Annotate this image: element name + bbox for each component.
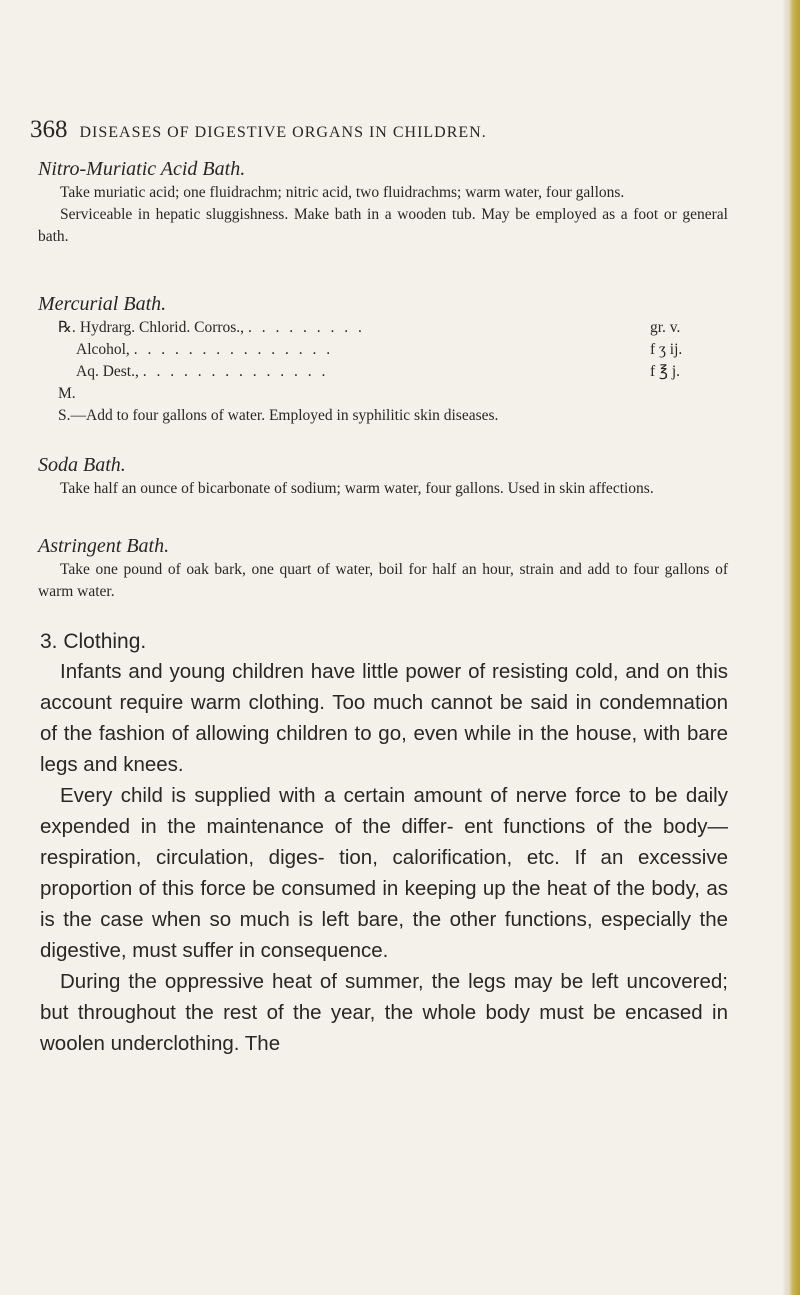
soda-bath-paragraph-1: Take half an ounce of bicarbonate of sodium; warm water, four gallons. Used in skin affections. [60,480,654,497]
drug-name: Alcohol, [76,341,134,358]
clothing-section [40,628,728,1059]
mercurial-bath-title: Mercurial Bath. [38,293,167,315]
soda-bath-title: Soda Bath. [38,454,126,476]
nitro-bath-title: Nitro-Muriatic Acid Bath. [38,158,246,180]
clothing-paragraph-2: Every child is supplied with a certain amount of nerve force to be daily expended in the maintenance of the differ- ent functions of the body—respiration, circulation, diges- tion, calorification, etc. If an excessive proportion of this force be consumed in keeping up the heat of the body, as is the case when so much is left bare, the other functions, especially the digestive, must suffer in consequence. [40,784,728,962]
dose: f ʒ ij. [650,341,683,358]
soda-bath-section [38,452,728,500]
nitro-bath-paragraph-1: Take muriatic acid; one fluidrachm; nitric acid, two fluidrachms; warm water, four gallons. [60,184,625,201]
drug-name: Aq. Dest., [76,363,143,380]
page-header [30,116,770,144]
nitro-bath-paragraph-2: Serviceable in hepatic sluggishness. Make bath in a wooden tub. May be employed as a foot or general bath. [38,206,728,245]
leader-dots: . . . . . . . . . . . . . . [142,363,329,380]
page-number: 368 [30,116,68,143]
dose: f ℥ j. [650,363,681,380]
page-edge [788,0,800,1295]
prescription-line [76,339,728,361]
leader-dots: . . . . . . . . . [247,319,365,336]
clothing-heading: 3. Clothing. [40,630,147,653]
dose: gr. v. [650,319,681,336]
rx-symbol: ℞. [58,319,76,336]
prescription-line [76,361,728,383]
prescription-line [58,317,728,339]
misce: M. [58,385,76,402]
leader-dots: . . . . . . . . . . . . . . . [133,341,334,358]
astringent-bath-title: Astringent Bath. [38,535,170,557]
mercurial-bath-section [38,291,728,427]
drug-name: Hydrarg. Chlorid. Corros., [79,319,248,336]
running-head: DISEASES OF DIGESTIVE ORGANS IN CHILDREN. [79,124,487,141]
nitro-bath-section [38,156,728,248]
misce-line [58,383,728,405]
signa-note: S.—Add to four gallons of water. Employed in syphilitic skin diseases. [58,407,499,424]
clothing-paragraph-3: During the oppressive heat of summer, the legs may be left uncovered; but throughout the rest of the year, the whole body must be encased in woolen underclothing. The [40,970,728,1055]
clothing-paragraph-1: Infants and young children have little power of resisting cold, and on this account require warm clothing. Too much cannot be said in condemnation of the fashion of allowing children to go, even while in the house, with bare legs and knees. [40,660,728,776]
astringent-bath-section [38,533,728,603]
astringent-bath-paragraph-1: Take one pound of oak bark, one quart of water, boil for half an hour, strain and add to four gallons of warm water. [38,561,728,600]
